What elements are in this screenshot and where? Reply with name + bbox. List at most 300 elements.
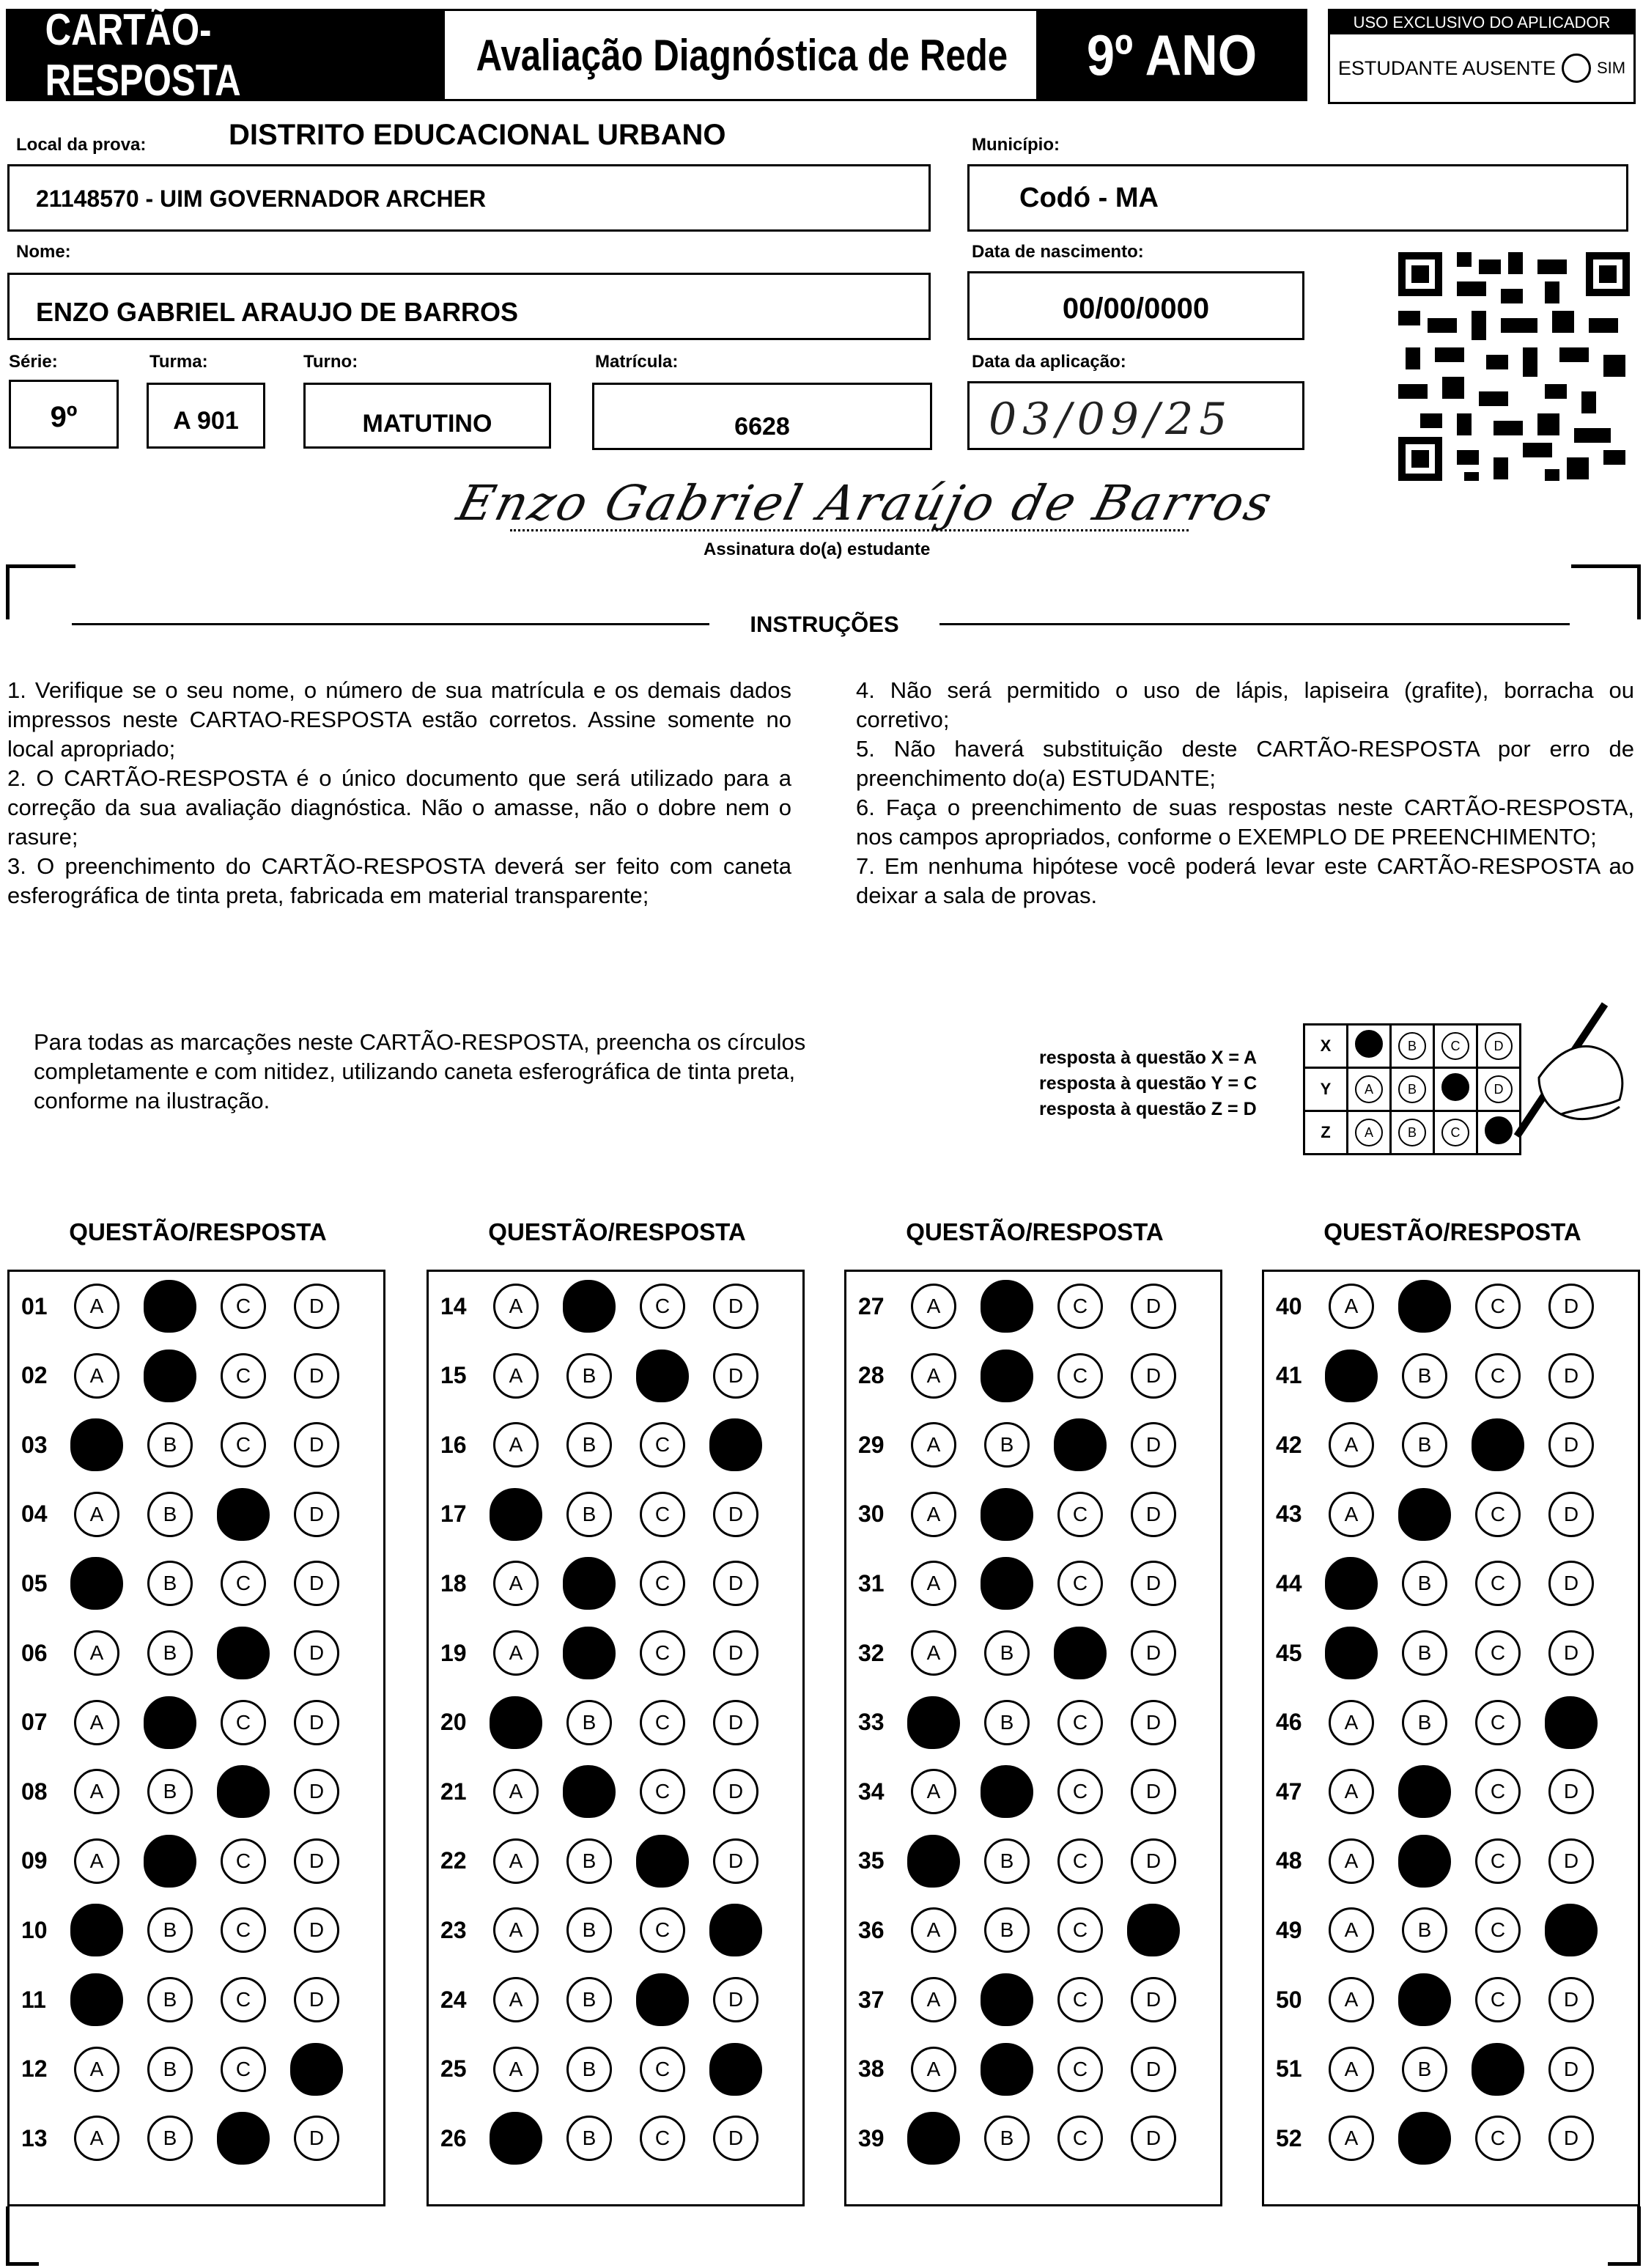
answer-bubble-b[interactable]: B [981, 1973, 1033, 2026]
legend-x: resposta à questão X = A [1039, 1048, 1258, 1068]
answer-bubble-a[interactable]: A [493, 1769, 539, 1814]
answer-bubble-a[interactable]: A [911, 1630, 956, 1676]
answer-bubble-a[interactable]: A [74, 2116, 119, 2161]
answer-bubble-d[interactable]: D [713, 1284, 758, 1329]
answer-column [7, 1270, 385, 2206]
answer-bubble-a[interactable]: A [1329, 1284, 1374, 1329]
answer-bubble-d[interactable]: D [294, 1700, 339, 1745]
turno-value: MATUTINO [362, 410, 492, 438]
answer-bubble-d[interactable]: D [1131, 2116, 1176, 2161]
answer-bubble-c[interactable]: C [640, 1561, 685, 1606]
answer-bubble-b[interactable]: B [144, 1835, 196, 1888]
answer-bubble-b[interactable]: B [147, 1907, 193, 1953]
example-cell [1391, 1025, 1434, 1068]
applicator-label: USO EXCLUSIVO DO APLICADOR [1330, 11, 1633, 34]
answer-bubble-a[interactable]: A [490, 1696, 542, 1749]
answer-bubble-a[interactable]: A [1329, 1492, 1374, 1537]
answer-bubble-b[interactable]: B [1402, 2047, 1447, 2092]
instruction-5: 5. Não haverá substituição deste CARTÃO-RESPOSTA por erro de preenchimento do(a) ESTUDANTE; [856, 736, 1634, 791]
question-number: 17 [440, 1501, 467, 1528]
question-row [429, 1965, 802, 2034]
answer-bubble-a[interactable]: A [907, 1835, 960, 1888]
answer-bubble-c[interactable]: C [1475, 1700, 1521, 1745]
answer-bubble-d[interactable]: D [713, 1630, 758, 1676]
answer-bubble-d[interactable]: D [1131, 2047, 1176, 2092]
question-row [846, 2035, 1220, 2104]
answer-bubble-c[interactable]: C [1475, 1561, 1521, 1606]
question-row [846, 1480, 1220, 1549]
matricula-field [592, 383, 932, 450]
answer-bubble-a[interactable]: A [1325, 1557, 1378, 1610]
question-number: 03 [21, 1431, 48, 1458]
instruction-3: 3. O preenchimento do CARTÃO-RESPOSTA deverá ser feito com caneta esferográfica de tinta preta, fabricada em material transparente; [7, 853, 791, 908]
answer-bubble-c[interactable]: C [640, 1769, 685, 1814]
answer-bubble-c[interactable]: C [636, 1350, 689, 1402]
answer-bubble-b[interactable]: B [1402, 1353, 1447, 1399]
answer-bubble-b[interactable]: B [1402, 1630, 1447, 1676]
answer-bubble-b[interactable]: B [1402, 1561, 1447, 1606]
answer-bubble-c[interactable]: C [1057, 1977, 1103, 2022]
answer-bubble-c[interactable]: C [1057, 1284, 1103, 1329]
answer-bubble-a[interactable]: A [493, 1838, 539, 1884]
answer-bubble-d[interactable]: D [294, 1838, 339, 1884]
question-row [846, 1272, 1220, 1341]
example-bubble-c: C [1441, 1032, 1469, 1060]
answer-bubble-c[interactable]: C [1475, 1353, 1521, 1399]
question-number: 01 [21, 1292, 48, 1319]
question-number: 40 [1276, 1292, 1302, 1319]
answer-bubble-a[interactable]: A [70, 1557, 123, 1610]
answer-bubble-b[interactable]: B [566, 1492, 612, 1537]
frame-corner-bottom-right [1608, 2206, 1641, 2266]
answer-bubble-d[interactable]: D [713, 1561, 758, 1606]
example-bubble-a: A [1355, 1075, 1383, 1103]
answer-bubble-a[interactable]: A [911, 1422, 956, 1468]
question-row [10, 1341, 383, 1410]
question-row [1264, 1272, 1638, 1341]
answer-bubble-c[interactable]: C [1057, 1769, 1103, 1814]
answer-bubble-d[interactable]: D [713, 1492, 758, 1537]
instructions-left [7, 676, 791, 910]
question-number: 52 [1276, 2124, 1302, 2151]
example-cell [1391, 1111, 1434, 1155]
answer-bubble-c[interactable]: C [217, 2112, 270, 2165]
answer-bubble-b[interactable]: B [144, 1696, 196, 1749]
answer-bubble-c[interactable]: C [640, 2047, 685, 2092]
answer-bubble-d[interactable]: D [290, 2043, 343, 2096]
answer-bubble-b[interactable]: B [984, 1630, 1030, 1676]
instruction-2: 2. O CARTÃO-RESPOSTA é o único documento que será utilizado para a correção da sua avaliação diagnóstica. Não o amasse, não o dobre nem o rasure; [7, 765, 791, 850]
answer-bubble-a[interactable]: A [74, 2047, 119, 2092]
answer-bubble-c[interactable]: C [640, 1700, 685, 1745]
answer-bubble-b[interactable]: B [981, 1557, 1033, 1610]
answer-bubble-a[interactable]: A [493, 1561, 539, 1606]
answer-bubble-d[interactable]: D [1131, 1284, 1176, 1329]
nome-label: Nome: [16, 242, 71, 262]
answer-bubble-d[interactable]: D [1548, 1422, 1594, 1468]
answer-bubble-b[interactable]: B [566, 1977, 612, 2022]
question-number: 23 [440, 1916, 467, 1943]
applicator-box [1328, 9, 1636, 104]
question-number: 22 [440, 1847, 467, 1874]
qr-code-graphic [1398, 252, 1630, 481]
answer-bubble-b[interactable]: B [566, 1700, 612, 1745]
instructions-rule-right [939, 623, 1570, 625]
absent-checkbox[interactable] [1562, 54, 1591, 83]
answer-bubble-b[interactable]: B [1398, 1765, 1451, 1818]
question-number: 26 [440, 2124, 467, 2151]
answer-bubble-d[interactable]: D [294, 1284, 339, 1329]
answer-bubble-a[interactable]: A [911, 1907, 956, 1953]
answer-bubble-c[interactable]: C [640, 1630, 685, 1676]
question-number: 05 [21, 1569, 48, 1597]
answer-bubble-c[interactable]: C [640, 1907, 685, 1953]
answer-bubble-a[interactable]: A [1325, 1350, 1378, 1402]
answer-bubble-c[interactable]: C [221, 2047, 266, 2092]
question-number: 30 [858, 1501, 885, 1528]
answer-bubble-a[interactable]: A [493, 2047, 539, 2092]
answer-bubble-d[interactable]: D [1131, 1492, 1176, 1537]
answer-bubble-d[interactable]: D [713, 1977, 758, 2022]
student-signature: Enzo Gabriel Araújo de Barros [451, 475, 1280, 531]
question-row [1264, 1480, 1638, 1549]
answer-column [427, 1270, 805, 2206]
answer-bubble-b[interactable]: B [1402, 1907, 1447, 1953]
answer-bubble-c[interactable]: C [221, 1353, 266, 1399]
answer-bubble-b[interactable]: B [563, 1280, 616, 1333]
answer-bubble-a[interactable]: A [1325, 1627, 1378, 1679]
answer-bubble-a[interactable]: A [70, 1973, 123, 2026]
column-title: QUESTÃO/RESPOSTA [906, 1218, 1164, 1245]
answer-bubble-d[interactable]: D [1545, 1904, 1598, 1956]
municipio-value: Codó - MA [1019, 183, 1159, 213]
instructions-rule-left [72, 623, 709, 625]
answer-bubble-a[interactable]: A [1329, 2047, 1374, 2092]
answer-bubble-a[interactable]: A [74, 1838, 119, 1884]
answer-bubble-b[interactable]: B [981, 1280, 1033, 1333]
answer-bubble-d[interactable]: D [709, 2043, 762, 2096]
answer-bubble-d[interactable]: D [1548, 1284, 1594, 1329]
question-row [1264, 1619, 1638, 1687]
answer-bubble-a[interactable]: A [911, 1769, 956, 1814]
answer-bubble-a[interactable]: A [490, 2112, 542, 2165]
answer-bubble-d[interactable]: D [1548, 1630, 1594, 1676]
answer-bubble-c[interactable]: C [1054, 1627, 1107, 1679]
answer-bubble-d[interactable]: D [1131, 1977, 1176, 2022]
answer-bubble-b[interactable]: B [147, 2116, 193, 2161]
answer-bubble-d[interactable]: D [1131, 1353, 1176, 1399]
answer-bubble-b[interactable]: B [566, 1422, 612, 1468]
answer-bubble-c[interactable]: C [1475, 2116, 1521, 2161]
answer-bubble-d[interactable]: D [713, 1353, 758, 1399]
question-row [429, 1619, 802, 1687]
answer-bubble-b[interactable]: B [144, 1280, 196, 1333]
answer-bubble-a[interactable]: A [911, 1353, 956, 1399]
answer-bubble-c[interactable]: C [1057, 2116, 1103, 2161]
example-bubble-b: B [1398, 1032, 1426, 1060]
answer-bubble-b[interactable]: B [147, 1422, 193, 1468]
answer-bubble-c[interactable]: C [1475, 1769, 1521, 1814]
answer-bubble-d[interactable]: D [294, 1769, 339, 1814]
answer-bubble-b[interactable]: B [981, 1488, 1033, 1541]
answer-bubble-c[interactable]: C [640, 2116, 685, 2161]
answer-bubble-b[interactable]: B [147, 1977, 193, 2022]
question-row [1264, 1688, 1638, 1757]
answer-bubble-c[interactable]: C [1057, 1838, 1103, 1884]
answer-bubble-b[interactable]: B [984, 1700, 1030, 1745]
answer-bubble-c[interactable]: C [640, 1422, 685, 1468]
answer-bubble-b[interactable]: B [981, 1765, 1033, 1818]
answer-bubble-d[interactable]: D [1131, 1769, 1176, 1814]
turma-label: Turma: [149, 352, 208, 372]
answer-bubble-a[interactable]: A [1329, 2116, 1374, 2161]
answer-bubble-d[interactable]: D [709, 1418, 762, 1471]
question-number: 35 [858, 1847, 885, 1874]
answer-bubble-a[interactable]: A [1329, 1422, 1374, 1468]
answer-bubble-b[interactable]: B [566, 2116, 612, 2161]
answer-bubble-d[interactable]: D [709, 1904, 762, 1956]
answer-bubble-b[interactable]: B [984, 1907, 1030, 1953]
answer-bubble-a[interactable]: A [493, 1630, 539, 1676]
answer-bubble-d[interactable]: D [294, 1353, 339, 1399]
answer-bubble-d[interactable]: D [1131, 1422, 1176, 1468]
answer-bubble-a[interactable]: A [911, 2047, 956, 2092]
answer-bubble-b[interactable]: B [1398, 1973, 1451, 2026]
aplicacao-field [967, 381, 1304, 450]
answer-bubble-d[interactable]: D [713, 2116, 758, 2161]
answer-bubble-b[interactable]: B [566, 2047, 612, 2092]
answer-bubble-b[interactable]: B [147, 1630, 193, 1676]
answer-bubble-b[interactable]: B [147, 1561, 193, 1606]
example-cell [1348, 1068, 1391, 1111]
answer-bubble-d[interactable]: D [1548, 1492, 1594, 1537]
answer-bubble-c[interactable]: C [640, 1284, 685, 1329]
answer-bubble-c[interactable]: C [1472, 2043, 1524, 2096]
answer-bubble-a[interactable]: A [907, 2112, 960, 2165]
card-title [6, 5, 443, 105]
example-bubble-a: A [1355, 1119, 1383, 1146]
question-number: 24 [440, 1986, 467, 2013]
answer-bubble-b[interactable]: B [984, 2116, 1030, 2161]
answer-bubble-d[interactable]: D [294, 1492, 339, 1537]
example-cell [1434, 1111, 1477, 1155]
answer-bubble-a[interactable]: A [1329, 1700, 1374, 1745]
answer-bubble-d[interactable]: D [1548, 1353, 1594, 1399]
answer-bubble-a[interactable]: A [907, 1696, 960, 1749]
answer-bubble-a[interactable]: A [493, 1284, 539, 1329]
answer-bubble-c[interactable]: C [1057, 1353, 1103, 1399]
answer-bubble-d[interactable]: D [713, 1700, 758, 1745]
answer-bubble-b[interactable]: B [984, 1838, 1030, 1884]
answer-bubble-a[interactable]: A [911, 1977, 956, 2022]
answer-bubble-c[interactable]: C [1054, 1418, 1107, 1471]
answer-bubble-d[interactable]: D [1545, 1696, 1598, 1749]
answer-bubble-c[interactable]: C [1057, 1700, 1103, 1745]
question-number: 50 [1276, 1986, 1302, 2013]
answer-bubble-c[interactable]: C [221, 1907, 266, 1953]
question-row [846, 1827, 1220, 1896]
question-row [10, 1410, 383, 1479]
example-legend [1039, 1045, 1257, 1122]
answer-bubble-c[interactable]: C [1057, 1907, 1103, 1953]
answer-bubble-c[interactable]: C [1475, 1492, 1521, 1537]
answer-bubble-c[interactable]: C [217, 1627, 270, 1679]
question-row [10, 2104, 383, 2173]
answer-bubble-b[interactable]: B [566, 1907, 612, 1953]
question-number: 34 [858, 1778, 885, 1805]
answer-bubble-d[interactable]: D [1548, 2116, 1594, 2161]
nascimento-value: 00/00/0000 [1062, 292, 1210, 325]
answer-bubble-b[interactable]: B [563, 1765, 616, 1818]
question-row [10, 1549, 383, 1618]
turma-value: A 901 [173, 407, 239, 435]
answer-bubble-b[interactable]: B [1398, 1280, 1451, 1333]
instructions-title: INSTRUÇÕES [750, 611, 899, 637]
answer-bubble-a[interactable]: A [74, 1630, 119, 1676]
answer-bubble-a[interactable]: A [70, 1904, 123, 1956]
answer-bubble-b[interactable]: B [563, 1627, 616, 1679]
answer-bubble-d[interactable]: D [1548, 1838, 1594, 1884]
answer-bubble-c[interactable]: C [636, 1973, 689, 2026]
answer-bubble-b[interactable]: B [566, 1353, 612, 1399]
answer-bubble-d[interactable]: D [1127, 1904, 1180, 1956]
answer-bubble-b[interactable]: B [563, 1557, 616, 1610]
question-row [429, 1272, 802, 1341]
question-number: 47 [1276, 1778, 1302, 1805]
answer-bubble-d[interactable]: D [1131, 1561, 1176, 1606]
answer-bubble-c[interactable]: C [640, 1492, 685, 1537]
answer-bubble-a[interactable]: A [911, 1284, 956, 1329]
answer-bubble-c[interactable]: C [1475, 1630, 1521, 1676]
answer-bubble-a[interactable]: A [1329, 1907, 1374, 1953]
answer-bubble-d[interactable]: D [1548, 2047, 1594, 2092]
answer-bubble-a[interactable]: A [493, 1907, 539, 1953]
municipio-label: Município: [972, 135, 1060, 155]
answer-bubble-b[interactable]: B [984, 1422, 1030, 1468]
answer-bubble-a[interactable]: A [911, 1561, 956, 1606]
answer-bubble-c[interactable]: C [1475, 1838, 1521, 1884]
frame-corner-top-left [6, 564, 75, 619]
question-number: 36 [858, 1916, 885, 1943]
answer-bubble-d[interactable]: D [1131, 1630, 1176, 1676]
answer-bubble-c[interactable]: C [221, 1422, 266, 1468]
answer-bubble-c[interactable]: C [221, 1284, 266, 1329]
answer-bubble-c[interactable]: C [221, 1838, 266, 1884]
answer-bubble-a[interactable]: A [493, 1422, 539, 1468]
example-bubble-a [1355, 1030, 1383, 1058]
answer-bubble-a[interactable]: A [1329, 1838, 1374, 1884]
answer-bubble-c[interactable]: C [217, 1488, 270, 1541]
answer-bubble-b[interactable]: B [981, 1350, 1033, 1402]
answer-bubble-a[interactable]: A [74, 1700, 119, 1745]
answer-bubble-d[interactable]: D [294, 1561, 339, 1606]
answer-bubble-c[interactable]: C [1057, 2047, 1103, 2092]
answer-bubble-d[interactable]: D [294, 1977, 339, 2022]
answer-bubble-c[interactable]: C [1475, 1284, 1521, 1329]
question-number: 39 [858, 2124, 885, 2151]
answer-bubble-a[interactable]: A [74, 1492, 119, 1537]
grade-title-text: 9º ANO [1086, 22, 1258, 87]
answer-bubble-c[interactable]: C [636, 1835, 689, 1888]
answer-bubble-c[interactable]: C [217, 1765, 270, 1818]
answer-bubble-a[interactable]: A [70, 1418, 123, 1471]
instruction-1: 1. Verifique se o seu nome, o número de sua matrícula e os demais dados impressos neste CARTAO-RESPOSTA estão corretos. Assine somente no local apropriado; [7, 677, 791, 762]
example-bubble-d: D [1485, 1032, 1513, 1060]
question-row [10, 2035, 383, 2104]
question-number: 27 [858, 1292, 885, 1319]
question-row [10, 1272, 383, 1341]
frame-corner-bottom-left [6, 2206, 39, 2266]
question-row [1264, 1896, 1638, 1965]
answer-bubble-c[interactable]: C [221, 1977, 266, 2022]
answer-bubble-a[interactable]: A [1329, 1769, 1374, 1814]
answer-bubble-a[interactable]: A [493, 1977, 539, 2022]
answer-bubble-c[interactable]: C [1475, 1977, 1521, 2022]
answer-bubble-d[interactable]: D [294, 1907, 339, 1953]
answer-bubble-b[interactable]: B [1402, 1422, 1447, 1468]
answer-bubble-c[interactable]: C [221, 1700, 266, 1745]
pen-hand-icon [1495, 997, 1634, 1144]
answer-bubble-b[interactable]: B [147, 1769, 193, 1814]
answer-bubble-c[interactable]: C [1057, 1492, 1103, 1537]
answer-bubble-c[interactable]: C [1057, 1561, 1103, 1606]
answer-bubble-a[interactable]: A [74, 1353, 119, 1399]
answer-bubble-d[interactable]: D [713, 1838, 758, 1884]
answer-bubble-d[interactable]: D [294, 1422, 339, 1468]
answer-bubble-c[interactable]: C [1472, 1418, 1524, 1471]
instruction-7: 7. Em nenhuma hipótese você poderá levar este CARTÃO-RESPOSTA ao deixar a sala de provas. [856, 853, 1634, 908]
question-number: 42 [1276, 1431, 1302, 1458]
question-number: 28 [858, 1362, 885, 1389]
question-row [10, 1827, 383, 1896]
answer-bubble-a[interactable]: A [490, 1488, 542, 1541]
answer-bubble-d[interactable]: D [1131, 1700, 1176, 1745]
answer-bubble-d[interactable]: D [1548, 1977, 1594, 2022]
answer-bubble-d[interactable]: D [1548, 1769, 1594, 1814]
answer-bubble-c[interactable]: C [1475, 1907, 1521, 1953]
question-row [1264, 1965, 1638, 2034]
answer-bubble-b[interactable]: B [1402, 1700, 1447, 1745]
answer-bubble-b[interactable]: B [1398, 2112, 1451, 2165]
matricula-label: Matrícula: [595, 352, 679, 372]
example-cell [1391, 1068, 1434, 1111]
answer-bubble-a[interactable]: A [74, 1769, 119, 1814]
answer-bubble-a[interactable]: A [911, 1492, 956, 1537]
answer-bubble-b[interactable]: B [566, 1838, 612, 1884]
question-row [429, 2035, 802, 2104]
answer-bubble-b[interactable]: B [147, 2047, 193, 2092]
answer-bubble-b[interactable]: B [981, 2043, 1033, 2096]
answer-bubble-c[interactable]: C [221, 1561, 266, 1606]
answer-bubble-b[interactable]: B [1398, 1835, 1451, 1888]
answer-bubble-d[interactable]: D [294, 2116, 339, 2161]
question-number: 46 [1276, 1709, 1302, 1736]
answer-bubble-a[interactable]: A [493, 1353, 539, 1399]
answer-bubble-b[interactable]: B [1398, 1488, 1451, 1541]
answer-bubble-b[interactable]: B [144, 1350, 196, 1402]
answer-bubble-d[interactable]: D [1548, 1561, 1594, 1606]
nome-value: ENZO GABRIEL ARAUJO DE BARROS [36, 297, 519, 327]
answer-bubble-d[interactable]: D [1131, 1838, 1176, 1884]
answer-bubble-d[interactable]: D [713, 1769, 758, 1814]
example-row-label: Z [1304, 1111, 1348, 1155]
question-number: 07 [21, 1709, 48, 1736]
question-row [1264, 1341, 1638, 1410]
answer-bubble-d[interactable]: D [294, 1630, 339, 1676]
answer-bubble-b[interactable]: B [147, 1492, 193, 1537]
answer-bubble-a[interactable]: A [74, 1284, 119, 1329]
answer-bubble-a[interactable]: A [1329, 1977, 1374, 2022]
